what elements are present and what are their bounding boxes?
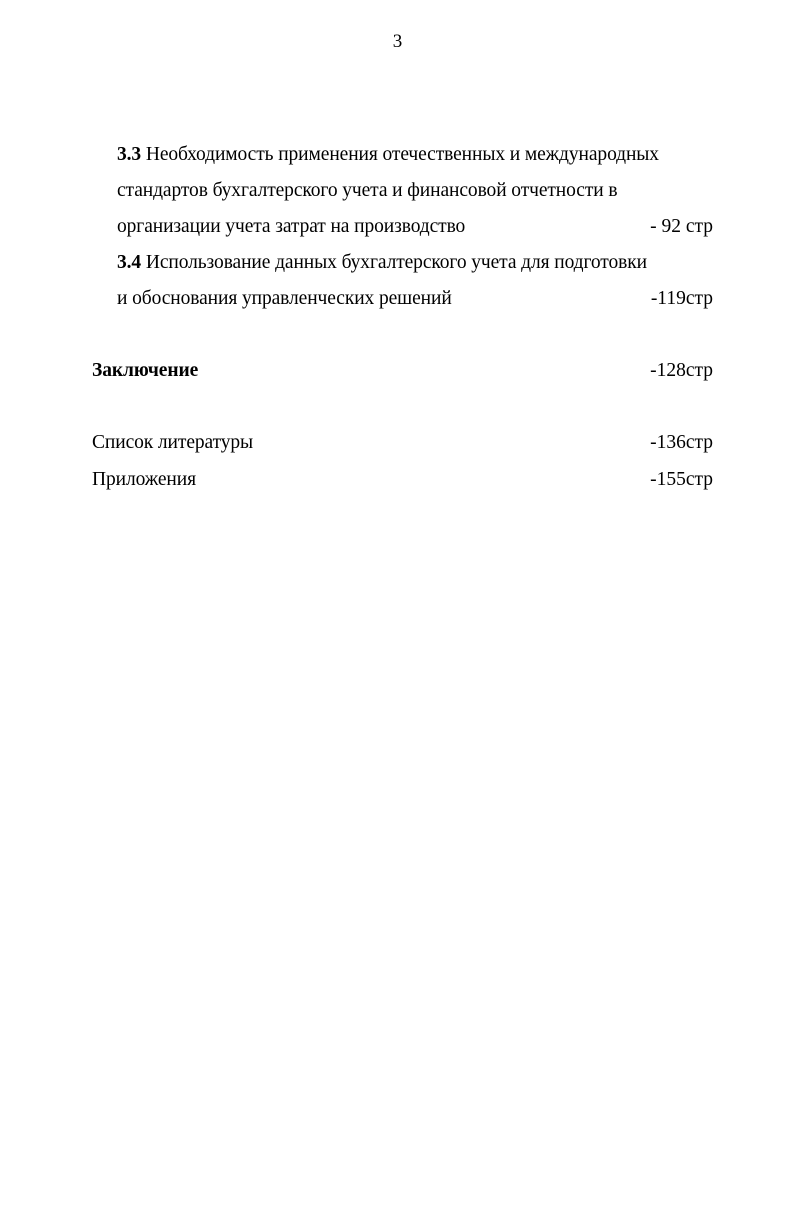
section-title-part: Использование данных бухгалтерского учета для подготовки [145, 252, 647, 273]
section-title-part: стандартов бухгалтерского учета и финансовой отчетности в [117, 180, 618, 201]
toc-entry-3-4-line-1 [117, 251, 647, 275]
page-ref: -136стр [650, 432, 713, 453]
section-number: 3.3 [117, 144, 142, 165]
section-title-part: Необходимость применения отечественных и международных [145, 144, 659, 165]
page-ref: -155стр [650, 469, 713, 490]
toc-entry-3-3-line-1 [117, 143, 659, 167]
section-title-part: и обоснования управленческих решений [117, 288, 452, 309]
bibliography-title: Список литературы [92, 432, 254, 453]
section-title-part: организации учета затрат на производство [117, 216, 466, 237]
page-ref: -119стр [650, 288, 713, 309]
conclusion-title: Заключение [92, 360, 199, 381]
section-number: 3.4 [117, 252, 142, 273]
appendices-title: Приложения [92, 469, 196, 490]
page-ref: - 92 стр [650, 216, 713, 237]
page-number: 3 [392, 31, 403, 52]
page-ref: -128стр [650, 360, 713, 381]
